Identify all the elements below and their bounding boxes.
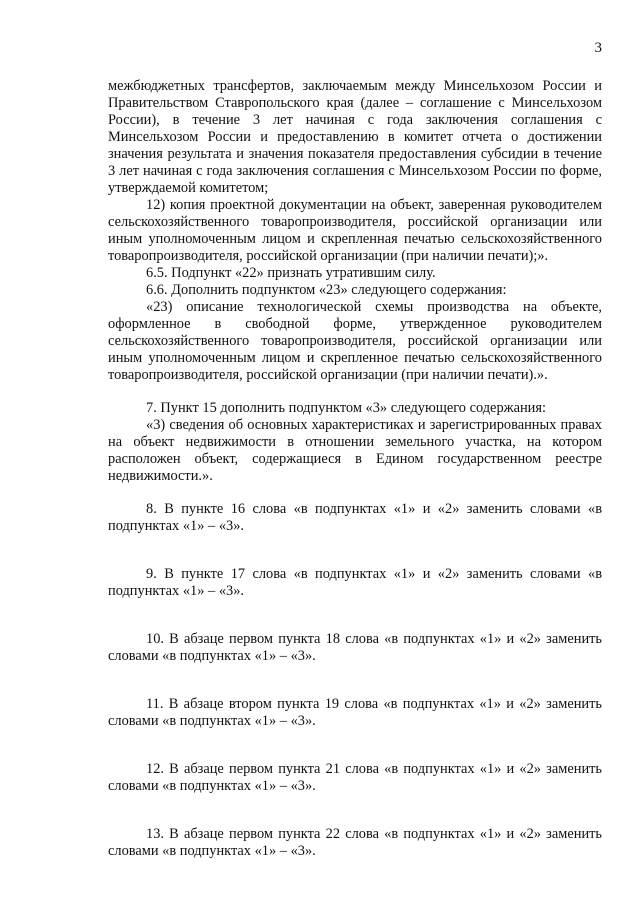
paragraph-9: 9. В пункте 17 слова «в подпунктах «1» и «2» заменить словами «в подпунктах «1» – «3».: [108, 566, 602, 599]
document-body: [108, 78, 602, 860]
spacer: [108, 600, 602, 631]
spacer: [108, 795, 602, 826]
paragraph-6-5: 6.5. Подпункт «22» признать утратившим силу.: [146, 265, 436, 281]
paragraph-item-12: 12) копия проектной документации на объект, заверенная руководителем сельскохозяйственного товаропроизводителя, российской организации или иным уполномоченным лицом и скрепленная печатью сельскохозяйственного товаропроизводителя, российской организации (при наличии печати);».: [108, 197, 602, 264]
paragraph-11: 11. В абзаце втором пункта 19 слова «в подпунктах «1» и «2» заменить словами «в подпунктах «1» – «3».: [108, 696, 602, 729]
paragraph-10: 10. В абзаце первом пункта 18 слова «в подпунктах «1» и «2» заменить словами «в подпунктах «1» – «3».: [108, 631, 602, 664]
paragraph-8: 8. В пункте 16 слова «в подпунктах «1» и «2» заменить словами «в подпунктах «1» – «3».: [108, 501, 602, 534]
paragraph-6-6: 6.6. Дополнить подпунктом «23» следующего содержания:: [146, 282, 507, 298]
spacer: [108, 665, 602, 696]
spacer: [108, 535, 602, 566]
spacer: [108, 485, 602, 501]
spacer: [108, 384, 602, 400]
page-number: 3: [594, 40, 602, 56]
paragraph-item-23: «23) описание технологической схемы производства на объекте, оформленное в свободной форме, утвержденное руководителем сельскохозяйственного товаропроизводителя, российской организации или иным уполномоченным лицом и скрепленное печатью сельскохозяйственного товаропроизводителя, российской организации (при наличии печати).».: [108, 299, 602, 383]
paragraph-item-3: «3) сведения об основных характеристиках и зарегистрированных правах на объект недвижимости в отношении земельного участка, на котором расположен объект, содержащиеся в Едином государственном реестре недвижимости.».: [108, 417, 602, 484]
paragraph-12: 12. В абзаце первом пункта 21 слова «в подпунктах «1» и «2» заменить словами «в подпунктах «1» – «3».: [108, 761, 602, 794]
spacer: [108, 730, 602, 761]
paragraph-13: 13. В абзаце первом пункта 22 слова «в подпунктах «1» и «2» заменить словами «в подпунктах «1» – «3».: [108, 826, 602, 859]
paragraph-intertransfers: межбюджетных трансфертов, заключаемым между Минсельхозом России и Правительством Ставропольского края (далее – соглашение с Минсельхозом России), в течение 3 лет начиная с года заключения соглашения с Минсельхозом России и предоставлению в комитет отчета о достижении значения результата и значения показателя предоставления субсидии в течение 3 лет начиная с года заключения соглашения с Минсельхозом России по форме, утверждаемой комитетом;: [108, 78, 602, 196]
paragraph-7: 7. Пункт 15 дополнить подпунктом «3» следующего содержания:: [146, 400, 546, 416]
